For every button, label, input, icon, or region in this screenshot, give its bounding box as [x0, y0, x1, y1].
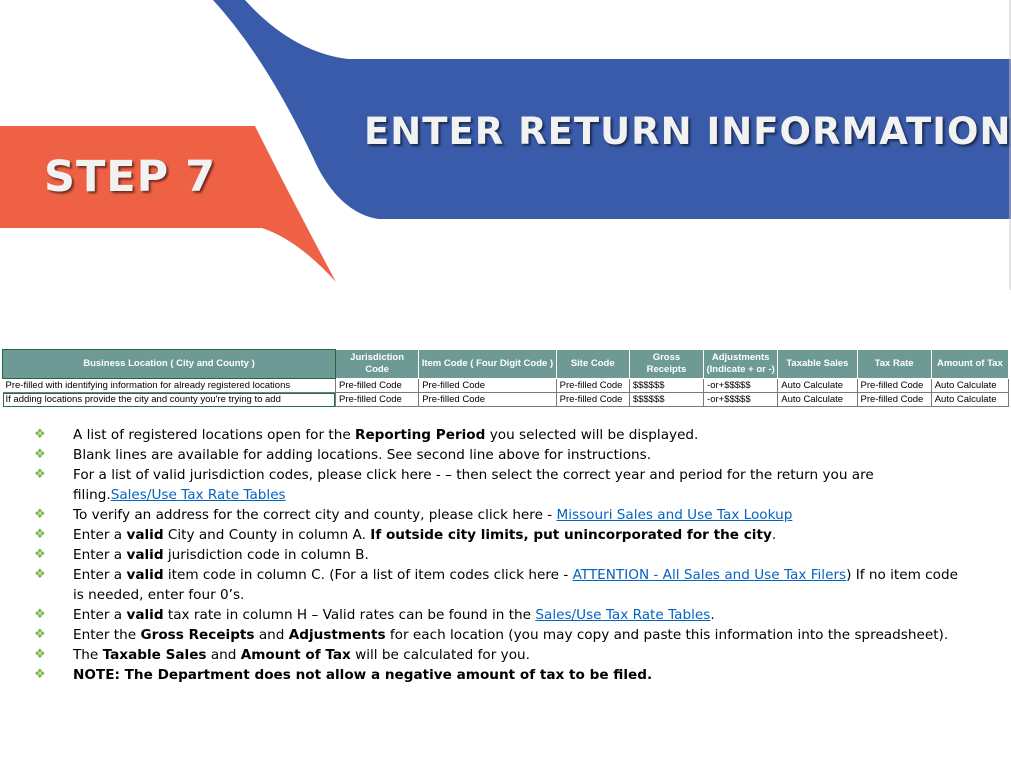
table-cell[interactable]: Pre-filled Code [857, 379, 931, 393]
column-header: Tax Rate [857, 350, 931, 379]
instruction-item [34, 545, 969, 565]
instruction-text: Enter a [73, 527, 127, 543]
reference-link[interactable]: Sales/Use Tax Rate Tables [110, 487, 286, 503]
instruction-text: jurisdiction code in column B. [163, 547, 369, 563]
column-header: Taxable Sales [778, 350, 857, 379]
column-header: Item Code ( Four Digit Code ) [419, 350, 556, 379]
table-cell[interactable]: Auto Calculate [931, 393, 1008, 407]
table-cell[interactable]: -or+$$$$$ [704, 379, 778, 393]
diamond-bullet-icon: ❖ [34, 447, 46, 462]
diamond-bullet-icon: ❖ [34, 567, 46, 582]
reference-link[interactable]: ATTENTION - All Sales and Use Tax Filers [572, 567, 847, 583]
emphasis-text: valid [126, 527, 164, 543]
diamond-bullet-icon: ❖ [34, 607, 46, 622]
column-header: Jurisdiction Code [335, 350, 418, 379]
diamond-bullet-icon: ❖ [34, 427, 46, 442]
instruction-text: – then select the correct year and period for the return you are filing. [73, 467, 874, 503]
emphasis-text: Taxable Sales [102, 647, 207, 663]
diamond-bullet-icon: ❖ [34, 667, 46, 682]
instruction-text: The [73, 647, 103, 663]
column-header: Business Location ( City and County ) [3, 350, 336, 379]
table-row [3, 379, 1009, 393]
column-header: Gross Receipts [629, 350, 703, 379]
table-cell[interactable]: Pre-filled with identifying information for already registered locations [3, 379, 336, 393]
instruction-text: for each location (you may copy and paste this information into the spreadsheet). [385, 627, 949, 643]
instructions-list [34, 425, 969, 685]
instruction-item [34, 425, 969, 445]
instruction-text: you selected will be displayed. [485, 427, 699, 443]
instruction-text: . [710, 607, 715, 623]
orange-ribbon [0, 126, 336, 282]
page-title: ENTER RETURN INFORMATION [364, 110, 1011, 153]
instruction-item [34, 645, 969, 665]
table-cell[interactable]: Auto Calculate [778, 393, 857, 407]
table-cell[interactable]: $$$$$$ [629, 393, 703, 407]
instruction-text: and [254, 627, 289, 643]
diamond-bullet-icon: ❖ [34, 527, 46, 542]
instruction-item [34, 445, 969, 465]
column-header: Site Code [556, 350, 629, 379]
diamond-bullet-icon: ❖ [34, 627, 46, 642]
instruction-text: tax rate in column H – Valid rates can be found in the [163, 607, 536, 623]
emphasis-text: NOTE: The Department does not allow a negative amount of tax to be filed. [73, 667, 653, 683]
emphasis-text: Reporting Period [355, 427, 486, 443]
table-cell[interactable]: Auto Calculate [931, 379, 1008, 393]
diamond-bullet-icon: ❖ [34, 467, 46, 482]
table-cell[interactable]: -or+$$$$$ [704, 393, 778, 407]
table-row [3, 393, 1009, 407]
emphasis-text: If outside city limits, put unincorporated for the city [370, 527, 772, 543]
diamond-bullet-icon: ❖ [34, 647, 46, 662]
return-table-example [2, 349, 1009, 407]
instruction-text: City and County in column A. [163, 527, 371, 543]
instruction-item [34, 505, 969, 525]
table-cell[interactable]: Pre-filled Code [419, 393, 556, 407]
instruction-text: will be calculated for you. [350, 647, 530, 663]
emphasis-text: Gross Receipts [140, 627, 255, 643]
emphasis-text: valid [126, 607, 164, 623]
table-header-row [3, 350, 1009, 379]
diamond-bullet-icon: ❖ [34, 507, 46, 522]
instruction-item [34, 605, 969, 625]
instruction-text: Enter a [73, 607, 127, 623]
table-cell[interactable]: Pre-filled Code [556, 393, 629, 407]
instruction-text: item code in column C. (For a list of item codes click here - [163, 567, 573, 583]
instruction-text: For a list of valid jurisdiction codes, please click here - [73, 467, 446, 483]
emphasis-text: valid [126, 567, 164, 583]
instruction-item [34, 465, 969, 505]
reference-link[interactable]: Missouri Sales and Use Tax Lookup [556, 507, 793, 523]
instruction-text: Enter the [73, 627, 141, 643]
instruction-text: To verify an address for the correct city and county, please click here - [73, 507, 557, 523]
instruction-text: Enter a [73, 547, 127, 563]
table-cell[interactable]: Pre-filled Code [556, 379, 629, 393]
instruction-text: . [771, 527, 777, 543]
table-cell[interactable]: Pre-filled Code [419, 379, 556, 393]
instruction-text: A list of registered locations open for the [73, 427, 355, 443]
emphasis-text: Amount of Tax [240, 647, 351, 663]
instruction-text: Blank lines are available for adding locations. See second line above for instructions. [73, 447, 652, 463]
instruction-item [34, 625, 969, 645]
instruction-text: and [206, 647, 241, 663]
table-cell[interactable]: Pre-filled Code [857, 393, 931, 407]
column-header: Adjustments (Indicate + or -) [704, 350, 778, 379]
table-cell[interactable]: $$$$$$ [629, 379, 703, 393]
instruction-text: Enter a [73, 567, 127, 583]
table-cell[interactable]: Pre-filled Code [335, 379, 418, 393]
table-cell[interactable]: If adding locations provide the city and county you're trying to add [3, 393, 336, 407]
column-header: Amount of Tax [931, 350, 1008, 379]
diamond-bullet-icon: ❖ [34, 547, 46, 562]
step-label: STEP 7 [44, 152, 217, 202]
instruction-text: ) If no item code is needed, enter four 0’s. [73, 567, 958, 603]
instruction-item [34, 525, 969, 545]
table-cell[interactable]: Auto Calculate [778, 379, 857, 393]
reference-link[interactable]: Sales/Use Tax Rate Tables [535, 607, 711, 623]
instruction-item [34, 665, 969, 685]
emphasis-text: Adjustments [288, 627, 386, 643]
table-cell[interactable]: Pre-filled Code [335, 393, 418, 407]
instruction-item [34, 565, 969, 605]
emphasis-text: valid [126, 547, 164, 563]
